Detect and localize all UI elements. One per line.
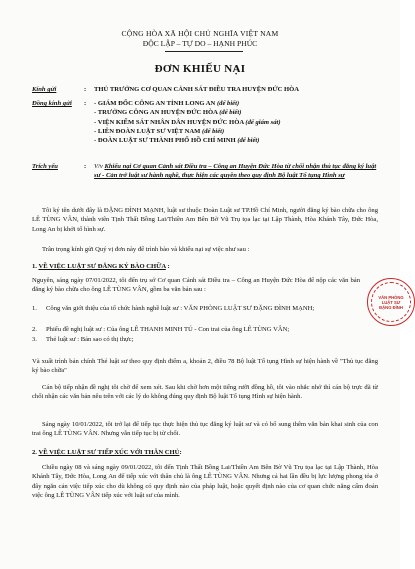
cc-item: - GIÁM ĐỐC CÔNG AN TỈNH LONG AN (để biết) [94,100,240,107]
stamp-text: VĂN PHÒNG LUẬT SƯ ĐẶNG ĐÌNH [378,295,404,311]
cc-item: - ĐOÀN LUẬT SƯ THÀNH PHỐ HỒ CHÍ MINH (để biết) [94,137,260,145]
subject-colon: : [84,163,87,170]
cc-label: Đồng kính gửi [32,100,72,107]
recipient-label: Kính gửi [32,86,57,93]
intro-request: Trân trọng kính gửi Quý vị đơn này để trình bào và khiếu nại sự việc như sau : [42,246,250,253]
subject-row [32,162,378,181]
subject-label: Trích yếu [32,163,58,170]
national-motto: ĐỘC LẬP – TỰ DO – HẠNH PHÚC [142,39,258,48]
document-title: ĐƠN KHIẾU NẠI [154,63,246,75]
section-1-paragraph-2: Và xuất trình bản chính Thẻ luật sư theo quy định điểm a, khoản 2, điều 78 Bộ luật Tố tụng Hình sự hiện hành về "Thủ tục đăng ký bào chữa" [32,358,378,375]
national-title: CỘNG HÒA XÃ HỘI CHỦ NGHĨA VIỆT NAM [121,29,279,38]
subject-value: V/v Khiếu nại Cơ quan Cảnh sát Điều tra – Công an Huyện Đức Hòa từ chối nhận thủ tục đăng ký luật sư - Cản trở luật sư hành nghề, thực hiện các quyền theo quy định Bộ luật Tố tụng Hình sự [94,163,377,180]
recipient-value: THỦ TRƯỞNG CƠ QUAN CẢNH SÁT ĐIỀU TRA HUYỆN ĐỨC HÒA [94,86,300,93]
intro-paragraph: Tôi ký tên dưới đây là ĐẶNG ĐÌNH MẠNH, luật sư thuộc Đoàn Luật sư TP.Hồ Chí Minh, người đăng ký bào chữa cho ông LÊ TÙNG VÂN, thành viên Tịnh Thất Bồng Lai/Thiền Am Bên Bờ Vũ Trụ tọa lạc tại Lập Thành, Hòa Khánh Tây, Đức Hòa, Long An bị khởi tố hình sự. [32,207,378,233]
section-2-heading: 2. VỀ VIỆC LUẬT SƯ TIẾP XÚC VỚI THÂN CHỦ: [32,449,182,456]
document-list-item: 3. Thẻ luật sư : Bản sao có thị thực; [32,336,134,343]
cc-row [32,99,378,146]
section-1-paragraph-3: Cán bộ tiếp nhận đề nghị tôi chờ để xem xét. Sau khi chờ hơn một tiếng rưỡi đồng hồ, tôi vào nhắc nhở thì cán bộ trực đã từ chối nhận các văn bản nêu trên với các lý do không đúng quy định Bộ luật Tố tụng Hình sự hiện hành. [32,384,378,401]
document-list-item: 2. Phiếu đề nghị luật sư : Của ông LÊ THANH MINH TÚ - Con trai của ông LÊ TÙNG VÂN; [32,326,290,333]
recipient-row [32,85,378,94]
section-1-paragraph-4: Sáng ngày 10/01/2022, tôi trở lại để tiếp tục thực hiện thủ tục đăng ký luật sư và có bổ sung thêm văn bản khai sinh của con trai ông LÊ TÙNG VÂN. Nhưng vẫn tiếp tục bị từ chối. [32,421,378,438]
section-1-paragraph-1: Nguyên, sáng ngày 07/01/2022, tôi đến trụ sở Cơ quan Cảnh sát Điều tra – Công an Huyện Đức Hòa để nộp các văn bản đăng ký bào chữa cho ông LÊ TÙNG VÂN, gồm ba văn bản sau : [32,277,360,294]
cc-colon: : [84,100,87,107]
cc-item: - LIÊN ĐOÀN LUẬT SƯ VIỆT NAM (để biết) [94,128,225,136]
motto-underline [165,51,243,52]
cc-item: - TRƯỞNG CÔNG AN HUYỆN ĐỨC HÒA (để biết) [94,109,242,117]
cc-list [94,99,378,146]
section-2-paragraph-1: Chiều ngày 08 và sáng ngày 09/01/2022, tôi đến Tịnh Thất Bồng Lai/Thiền Am Bên Bờ Vũ Trụ tọa lạc tại Lập Thành, Hòa Khánh Tây, Đức Hòa, Long An để tiếp xúc với thân chủ là ông LÊ TÙNG VÂN. Nhưng cả hai lần đều bị lực lượng phong tỏa ở đây ngăn cản việc tiếp xúc cho dù không có quy định nào của pháp luật, hoặc quyết định nào của cơ quan chức năng cấm đoán việc ông LÊ TÙNG VÂN tiếp xúc với luật sư của mình. [32,464,378,500]
recipient-colon: : [84,86,87,93]
cc-item: - VIỆN KIỂM SÁT NHÂN DÂN HUYỆN ĐỨC HÒA (để giám sát) [94,118,281,126]
law-office-stamp [367,278,415,326]
document-list-item: 1. Công văn giới thiệu của tổ chức hành nghề luật sư : VĂN PHÒNG LUẬT SƯ ĐẶNG ĐÌNH MẠNH; [32,305,315,312]
section-1-heading: 1. VỀ VIỆC LUẬT SƯ ĐĂNG KÝ BÀO CHỮA : [32,263,170,270]
